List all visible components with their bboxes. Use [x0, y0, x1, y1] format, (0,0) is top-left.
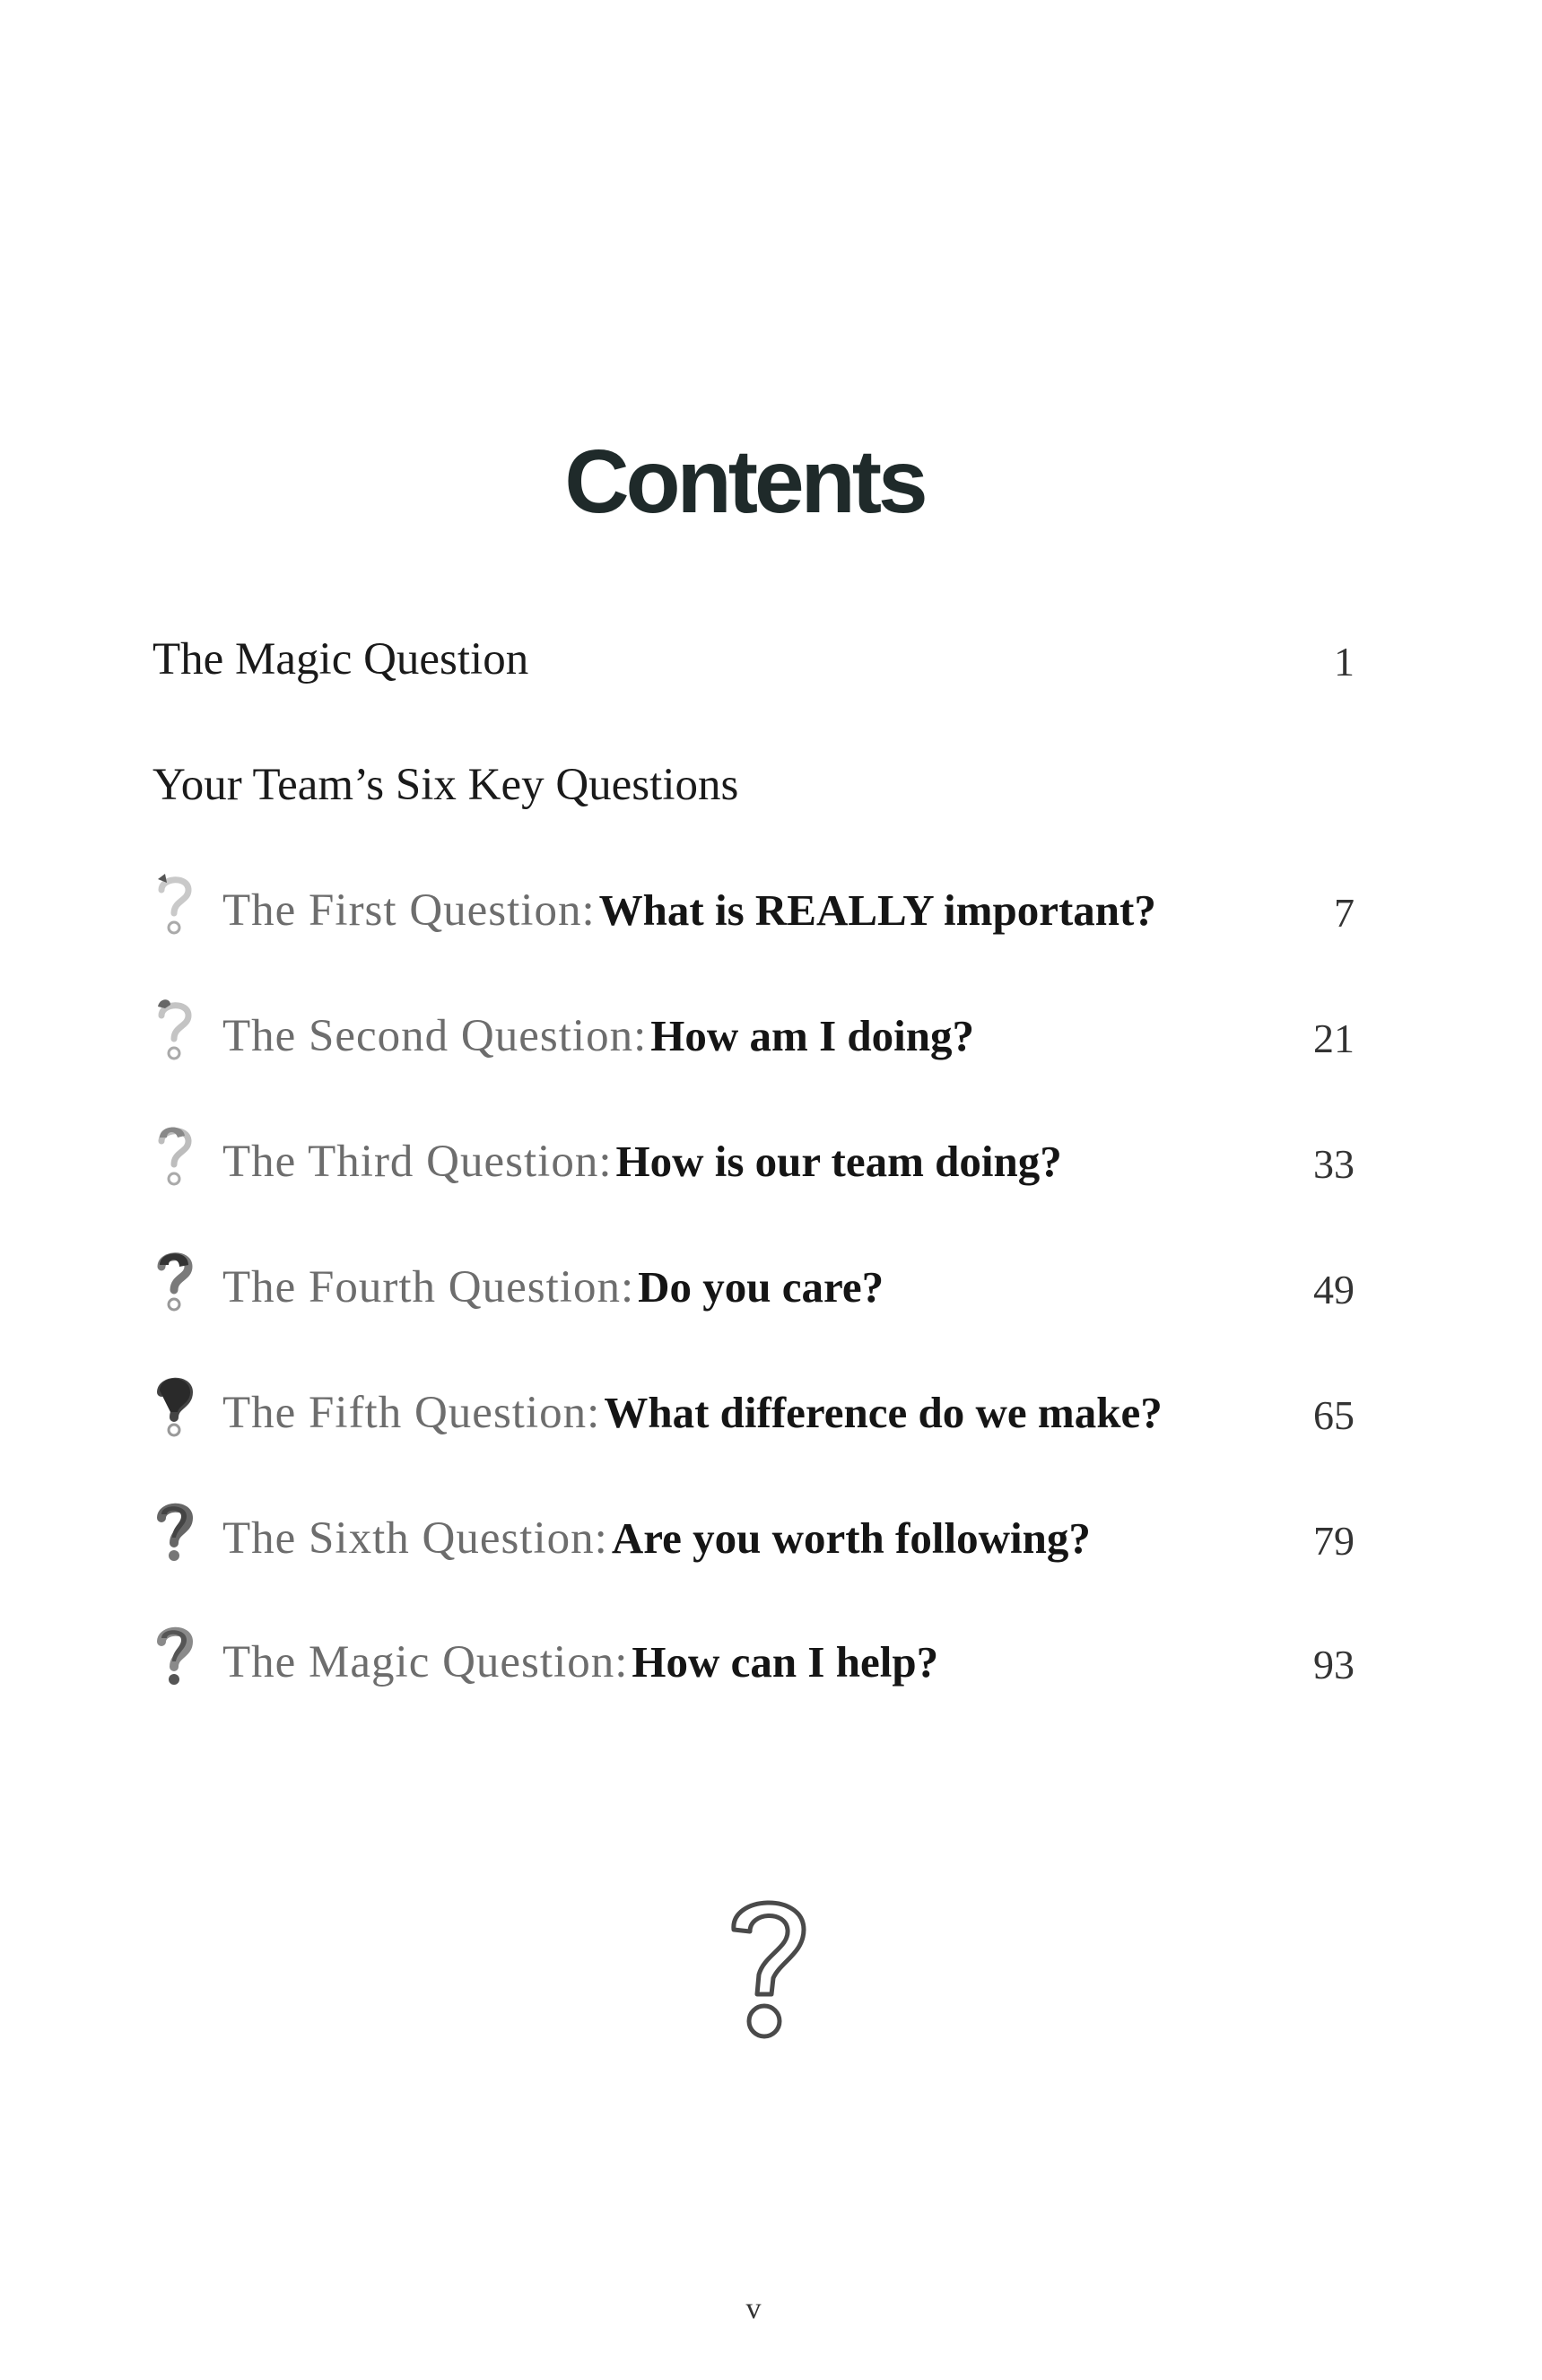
toc-page-number: 93 — [1313, 1642, 1355, 1687]
question-prefix: The Second Question: — [222, 1011, 648, 1061]
question-prefix: The Sixth Question: — [222, 1513, 608, 1564]
toc-entry-third-question[interactable] — [152, 1127, 1355, 1199]
toc-entry-magic-question[interactable] — [152, 624, 1355, 696]
question-mark-icon — [152, 996, 196, 1068]
page-title: Contents — [564, 432, 925, 532]
question-mark-outline-icon — [718, 1888, 816, 2050]
question-title: What is REALLY important? — [598, 885, 1156, 935]
question-mark-icon — [152, 1247, 196, 1319]
toc-page-number: 79 — [1313, 1518, 1355, 1564]
question-prefix: The Fourth Question: — [222, 1262, 635, 1312]
toc-section-label: Your Team’s Six Key Questions — [152, 760, 739, 810]
page-number-folio: v — [745, 2292, 762, 2325]
question-title: Do you care? — [638, 1262, 884, 1312]
question-prefix: The First Question: — [222, 885, 596, 936]
toc-page-number: 1 — [1334, 639, 1355, 684]
question-title: How is our team doing? — [615, 1137, 1062, 1186]
question-title: What difference do we make? — [604, 1388, 1163, 1437]
toc-section-six-key-questions[interactable] — [152, 750, 1355, 822]
toc-page-number: 65 — [1313, 1392, 1355, 1438]
question-mark-icon — [152, 870, 196, 942]
question-prefix: The Third Question: — [222, 1137, 613, 1187]
question-title: Are you worth following? — [611, 1513, 1091, 1563]
question-mark-icon — [152, 1121, 196, 1193]
toc-page-number: 33 — [1313, 1141, 1355, 1187]
toc-entry-fifth-question[interactable] — [152, 1378, 1355, 1450]
toc-entry-magic-question-help[interactable] — [152, 1627, 1355, 1699]
question-mark-icon — [152, 1373, 196, 1444]
toc-entry-first-question[interactable] — [152, 876, 1355, 947]
question-prefix: The Magic Question: — [222, 1637, 629, 1687]
question-mark-icon — [152, 1622, 196, 1694]
toc-page-number: 21 — [1313, 1016, 1355, 1061]
toc-entry-fourth-question[interactable] — [152, 1252, 1355, 1324]
toc-entry-sixth-question[interactable] — [152, 1504, 1355, 1575]
question-title: How am I doing? — [650, 1011, 975, 1060]
toc-page-number: 7 — [1334, 890, 1355, 936]
toc-entry-second-question[interactable] — [152, 1001, 1355, 1073]
question-prefix: The Fifth Question: — [222, 1388, 601, 1438]
toc-page-number: 49 — [1313, 1267, 1355, 1312]
question-title: How can I help? — [632, 1637, 939, 1687]
question-mark-icon — [152, 1498, 196, 1570]
toc-entry-label: The Magic Question — [152, 634, 529, 684]
